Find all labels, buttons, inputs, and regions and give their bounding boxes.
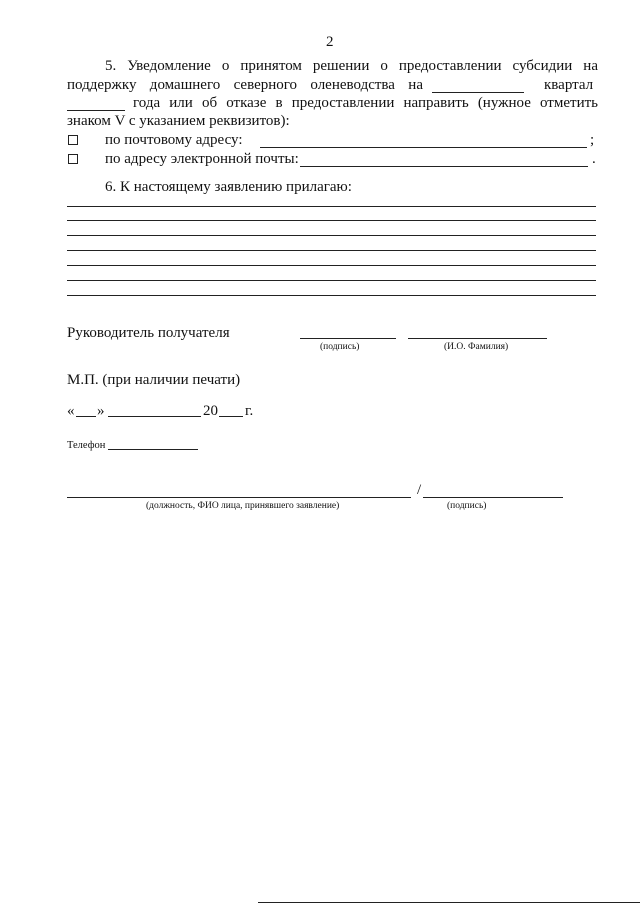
date-open-quote: « [67,403,75,419]
acceptance-signature-line[interactable] [423,497,563,498]
stamp-label: М.П. (при наличии печати) [67,372,241,388]
date-month-line[interactable] [108,416,201,417]
year-blank-line[interactable] [67,110,125,111]
attachment-line-3[interactable] [67,235,596,236]
section5-line2-left [67,76,423,94]
acceptance-position-line[interactable] [67,497,411,498]
section5-line1-text: 5. Уведомление о принятом решении о предоставлении субсидии на [105,58,598,74]
date-year-line[interactable] [219,416,243,417]
section5-line3-text: года или об отказе в предоставлении направить (нужное отметить [133,95,598,111]
email-address-line[interactable] [300,166,588,167]
head-sign-caption: (подпись) [320,342,360,352]
acceptance-position-caption: (должность, ФИО лица, принявшего заявление) [146,501,340,511]
email-checkbox[interactable] [68,154,78,164]
attachment-line-2[interactable] [67,220,596,221]
section6-heading: 6. К настоящему заявлению прилагаю: [105,179,352,195]
section5-line1 [105,57,598,75]
bottom-edge-line [258,902,640,903]
date-day-line[interactable] [76,416,96,417]
postal-end: ; [590,132,595,148]
acceptance-slash: / [417,482,422,498]
attachment-line-7[interactable] [67,295,596,296]
email-end: . [592,151,596,167]
postal-address-line[interactable] [260,147,587,148]
head-name-caption: (И.О. Фамилия) [444,342,509,352]
section5-line4: знаком V с указанием реквизитов): [67,113,290,129]
page-number: 2 [326,34,334,50]
head-name-line[interactable] [408,338,547,339]
phone-label: Телефон [67,440,106,451]
section5-quarter-word: квартал [544,77,594,93]
head-signature-line[interactable] [300,338,396,339]
postal-label: по почтовому адресу: [105,132,243,148]
email-label: по адресу электронной почты: [105,151,299,167]
acceptance-sign-caption: (подпись) [447,501,487,511]
postal-checkbox[interactable] [68,135,78,145]
attachment-line-6[interactable] [67,280,596,281]
head-label: Руководитель получателя [67,325,230,341]
attachment-line-1[interactable] [67,206,596,207]
date-year-suffix: г. [245,403,254,419]
section5-line2-text: поддержку домашнего северного оленеводства на [67,77,423,93]
phone-line[interactable] [108,449,198,450]
attachment-line-5[interactable] [67,265,596,266]
date-year-prefix: 20 [203,403,218,419]
section5-line3-right [133,94,598,112]
quarter-blank-line[interactable] [432,92,524,93]
date-close-quote: » [97,403,105,419]
attachment-line-4[interactable] [67,250,596,251]
